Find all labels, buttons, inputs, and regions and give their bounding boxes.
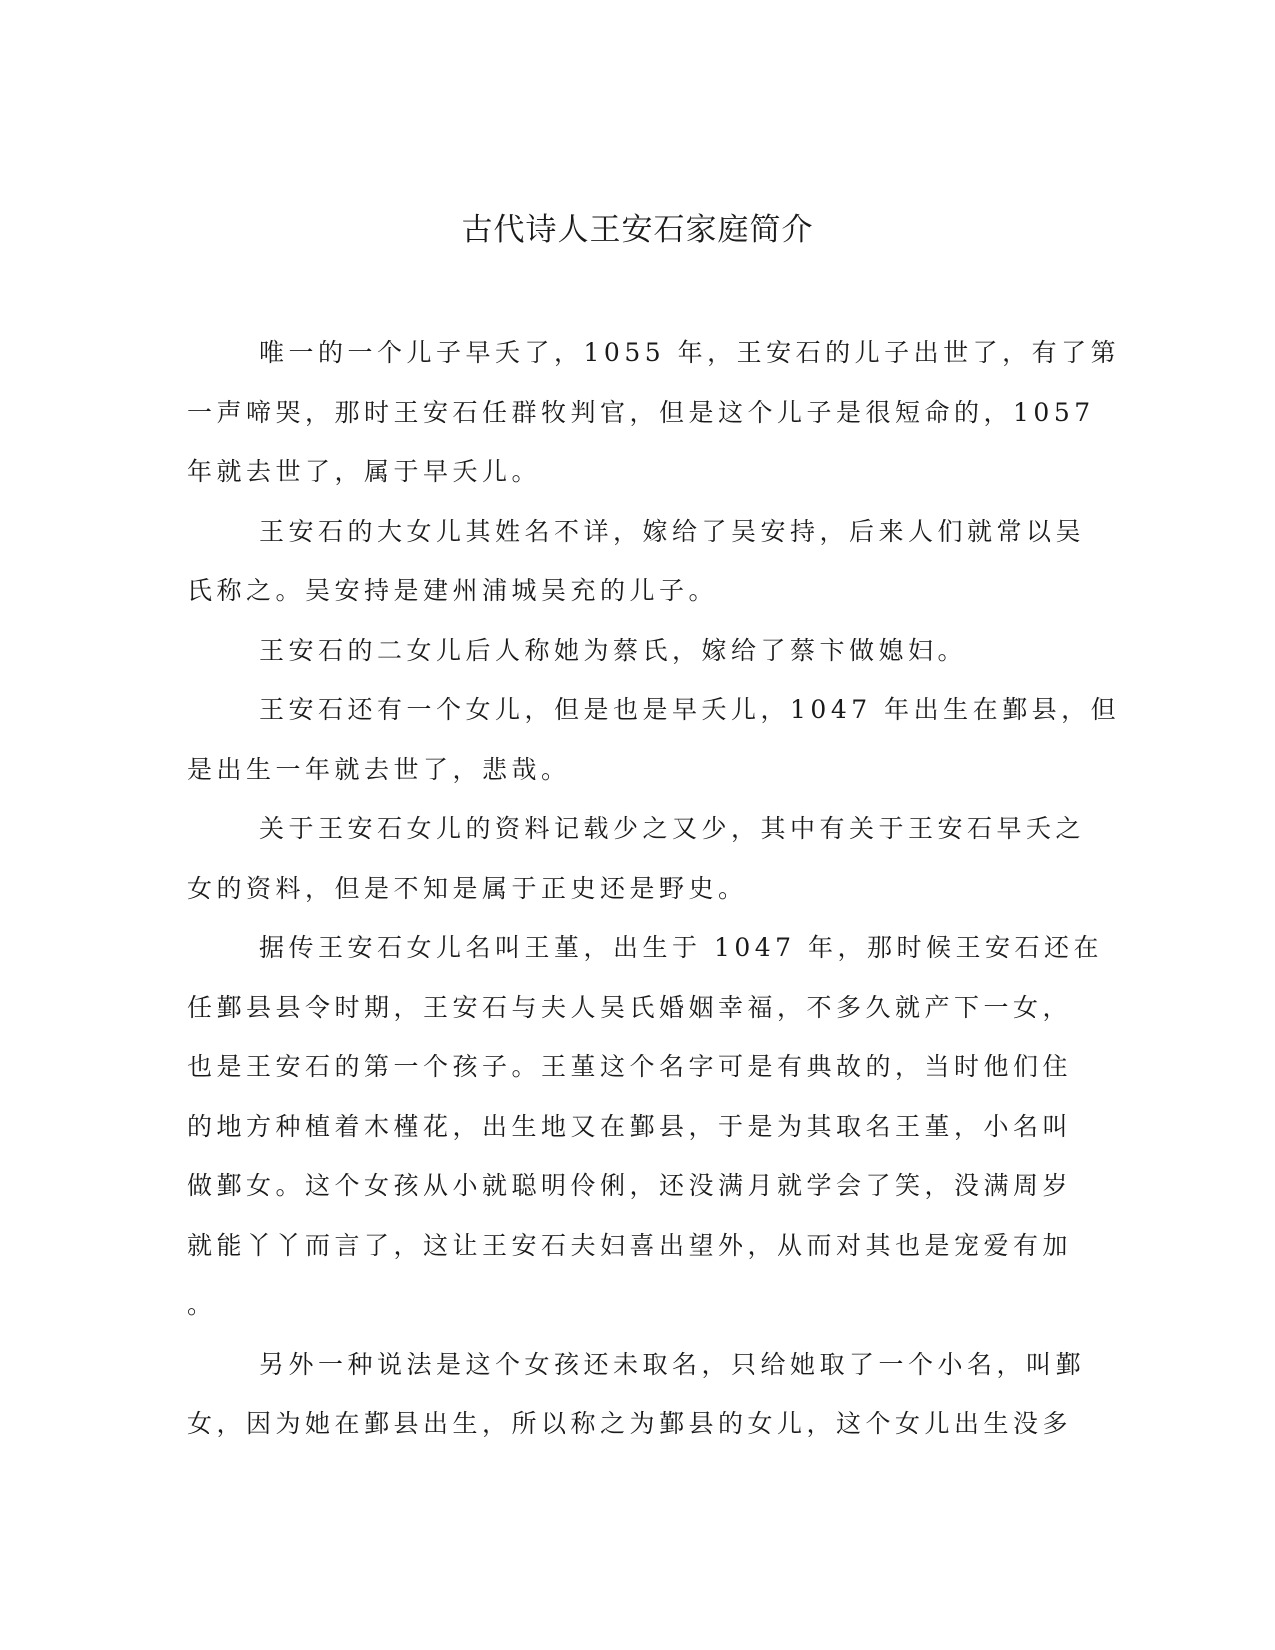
paragraph-line: 王安石的二女儿后人称她为蔡氏，嫁给了蔡卞做媳妇。 xyxy=(259,635,968,665)
paragraph-line: 据传王安石女儿名叫王堇，出生于 1047 年，那时候王安石还在 xyxy=(259,933,1104,962)
paragraph-line: 年就去世了，属于早夭儿。 xyxy=(187,457,542,486)
paragraph xyxy=(187,502,1087,621)
paragraph-line: 王安石的大女儿其姓名不详，嫁给了吴安持，后来人们就常以吴 xyxy=(259,516,1086,546)
document-title: 古代诗人王安石家庭简介 xyxy=(461,212,814,248)
paragraph-line: 女，因为她在鄞县出生，所以称之为鄞县的女儿，这个女儿出生没多 xyxy=(187,1409,1073,1438)
paragraph-line: 氏称之。吴安持是建州浦城吴充的儿子。 xyxy=(187,576,719,605)
paragraph-line: 一声啼哭，那时王安石任群牧判官，但是这个儿子是很短命的，1057 xyxy=(187,397,1095,427)
paragraph-line: 唯一的一个儿子早夭了，1055 年，王安石的儿子出世了，有了第 xyxy=(259,338,1121,367)
paragraph xyxy=(187,799,1087,918)
paragraph-line: 另外一种说法是这个女孩还未取名，只给她取了一个小名，叫鄞 xyxy=(259,1349,1086,1379)
paragraph-line: 做鄞女。这个女孩从小就聪明伶俐，还没满月就学会了笑，没满周岁 xyxy=(187,1171,1073,1200)
paragraph-line: 。 xyxy=(187,1290,217,1319)
paragraph xyxy=(187,680,1121,799)
paragraph xyxy=(187,621,1087,681)
paragraph xyxy=(187,918,1104,1335)
paragraph-line: 就能丫丫而言了，这让王安石夫妇喜出望外，从而对其也是宠爱有加 xyxy=(187,1230,1073,1260)
paragraph-line: 任鄞县县令时期，王安石与夫人吴氏婚姻幸福，不多久就产下一女， xyxy=(187,992,1073,1022)
paragraph-line: 女的资料，但是不知是属于正史还是野史。 xyxy=(187,873,748,903)
paragraph-line: 是出生一年就去世了，悲哉。 xyxy=(187,754,571,784)
paragraph xyxy=(187,323,1121,502)
paragraph-line: 王安石还有一个女儿，但是也是早夭儿，1047 年出生在鄞县，但 xyxy=(259,695,1121,724)
paragraph xyxy=(187,1335,1087,1454)
paragraph-line: 关于王安石女儿的资料记载少之又少，其中有关于王安石早夭之 xyxy=(259,814,1086,843)
paragraph-line: 的地方种植着木槿花，出生地又在鄞县，于是为其取名王堇，小名叫 xyxy=(187,1111,1073,1141)
paragraph-line: 也是王安石的第一个孩子。王堇这个名字可是有典故的，当时他们住 xyxy=(187,1052,1073,1081)
document-body xyxy=(187,323,1121,1454)
